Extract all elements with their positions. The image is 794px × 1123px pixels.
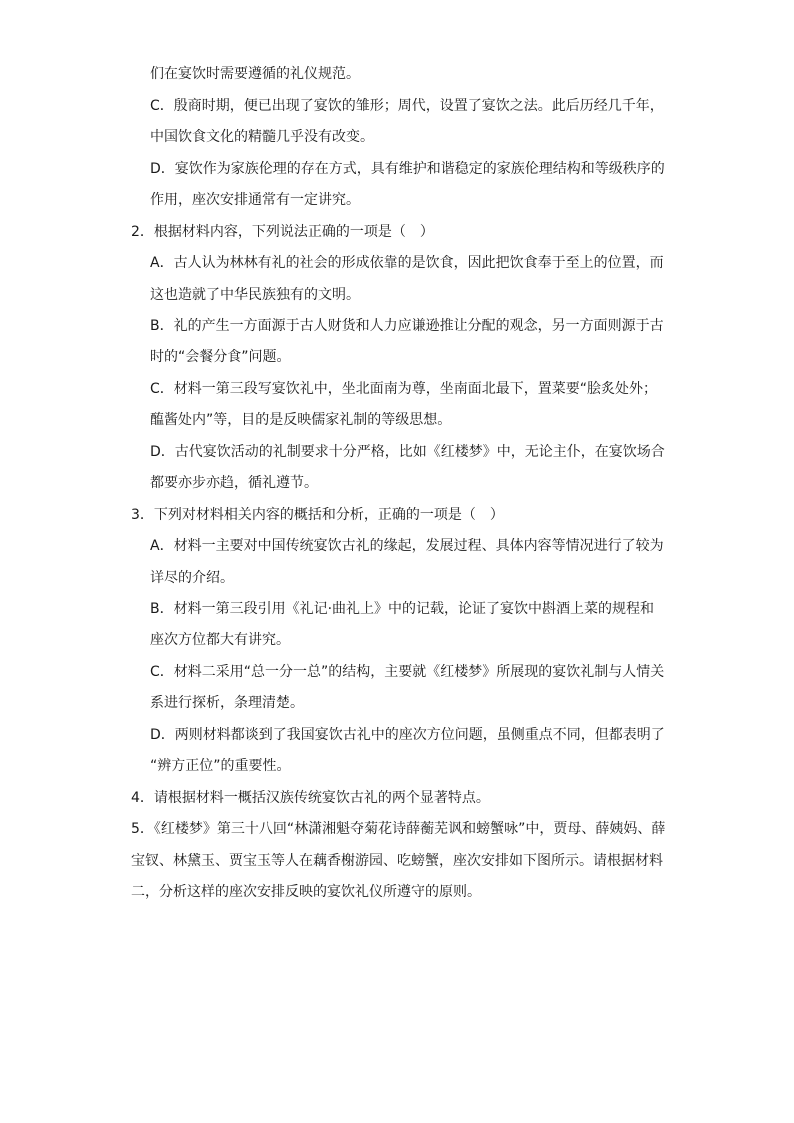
question-3-stem: 3．下列对材料相关内容的概括和分析，正确的一项是（ ）: [131, 507, 504, 523]
question-5-line-2: 宝钗、林黛玉、贾宝玉等人在藕香榭游园、吃螃蟹，座次安排如下图所示。请根据材料: [131, 853, 663, 869]
question-2-stem: 2．根据材料内容，下列说法正确的一项是（ ）: [131, 224, 434, 240]
q3-option-a-line-2: 详尽的介绍。: [150, 570, 234, 586]
option-c-line-2: 中国饮食文化的精髓几乎没有改变。: [150, 129, 374, 145]
q2-option-b-line-2: 时的“会餐分食”问题。: [150, 349, 291, 365]
q2-option-d-line-2: 都要亦步亦趋，循礼遵节。: [150, 475, 318, 491]
q2-option-c-line-1: C．材料一第三段写宴饮礼中，坐北面南为尊，坐南面北最下，置菜要“脍炙处外；: [150, 381, 658, 397]
option-c-line-1: C．殷商时期，便已出现了宴饮的雏形；周代，设置了宴饮之法。此后历经几千年，: [150, 98, 664, 114]
q2-option-a-line-1: A．古人认为林林有礼的社会的形成依靠的是饮食，因此把饮食奉于至上的位置，而: [150, 255, 664, 271]
q3-option-d-line-1: D．两则材料都谈到了我国宴饮古礼中的座次方位问题，虽侧重点不同，但都表明了: [150, 727, 665, 743]
q3-option-d-line-2: “辨方正位”的重要性。: [150, 758, 291, 774]
q2-option-b-line-1: B．礼的产生一方面源于古人财货和人力应谦逊推让分配的观念，另一方面则源于古: [150, 318, 664, 334]
q3-option-c-line-1: C．材料二采用“总一分一总”的结构，主要就《红楼梦》所展现的宴饮礼制与人情关: [150, 664, 665, 680]
option-d-continued-line: 们在宴饮时需要遵循的礼仪规范。: [150, 66, 360, 82]
q3-option-b-line-1: B．材料一第三段引用《礼记·曲礼上》中的记载，论证了宴饮中斟酒上菜的规程和: [150, 601, 655, 617]
q2-option-c-line-2: 醢酱处内”等，目的是反映儒家礼制的等级思想。: [150, 412, 452, 428]
question-5-line-3: 二，分析这样的座次安排反映的宴饮礼仪所遵守的原则。: [131, 884, 481, 900]
option-d-line-1: D．宴饮作为家族伦理的存在方式，具有维护和谐稳定的家族伦理结构和等级秩序的: [150, 161, 665, 177]
option-d-line-2: 作用，座次安排通常有一定讲究。: [150, 192, 360, 208]
q2-option-a-line-2: 这也造就了中华民族独有的文明。: [150, 287, 360, 303]
q3-option-b-line-2: 座次方位都大有讲究。: [150, 632, 290, 648]
q3-option-a-line-1: A．材料一主要对中国传统宴饮古礼的缘起，发展过程、具体内容等情况进行了较为: [150, 538, 664, 554]
q3-option-c-line-2: 系进行探析，条理清楚。: [150, 695, 304, 711]
q2-option-d-line-1: D．古代宴饮活动的礼制要求十分严格，比如《红楼梦》中，无论主仆，在宴饮场合: [150, 444, 665, 460]
question-5-line-1: 5．《红楼梦》第三十八回“林潇湘魁夺菊花诗薛蘅芜讽和螃蟹咏”中，贾母、薛姨妈、薛: [131, 821, 666, 837]
question-4: 4．请根据材料一概括汉族传统宴饮古礼的两个显著特点。: [131, 790, 490, 806]
